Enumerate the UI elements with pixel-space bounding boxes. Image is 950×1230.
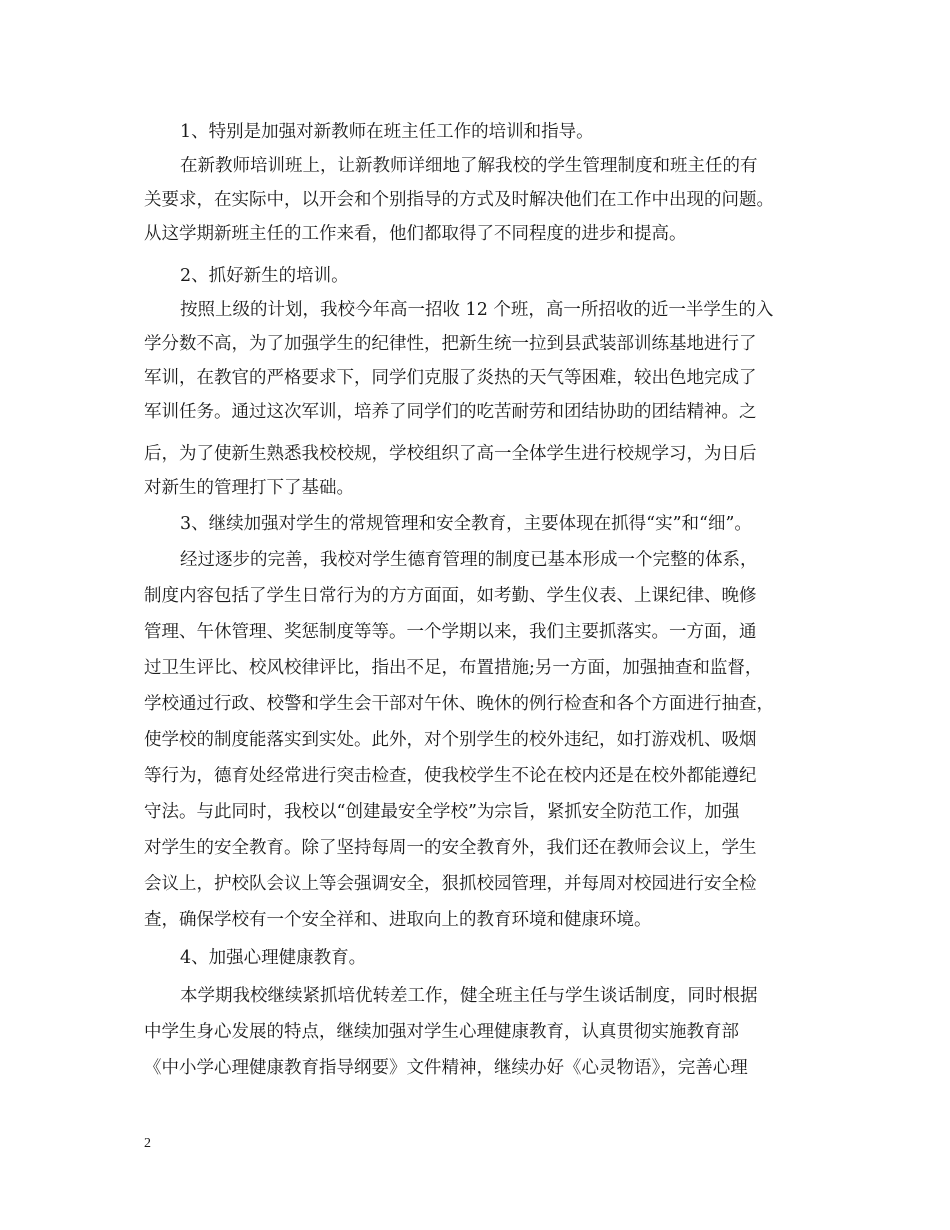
paragraph-line: 等行为，德育处经常进行突击检查，使我校学生不论在校内还是在校外都能遵纪 bbox=[144, 766, 757, 786]
paragraph-line: 从这学期新班主任的工作来看，他们都取得了不同程度的进步和提高。 bbox=[144, 224, 687, 244]
heading-3: 3、继续加强对学生的常规管理和安全教育，主要体现在抓得“实”和“细”。 bbox=[180, 514, 752, 534]
paragraph-line: 守法。与此同时，我校以“创建最安全学校”为宗旨，紧抓安全防范工作，加强 bbox=[144, 802, 740, 822]
heading-1: 1、特别是加强对新教师在班主任工作的培训和指导。 bbox=[180, 122, 594, 142]
paragraph-line: 后，为了使新生熟悉我校校规，学校组织了高一全体学生进行校规学习，为日后 bbox=[144, 444, 757, 464]
paragraph-line: 中学生身心发展的特点，继续加强对学生心理健康教育，认真贯彻实施教育部 bbox=[144, 1022, 739, 1042]
paragraph-line: 按照上级的计划，我校今年高一招收 12 个班，高一所招收的近一半学生的入 bbox=[180, 300, 774, 320]
heading-4: 4、加强心理健康教育。 bbox=[180, 948, 367, 968]
paragraph-line: 经过逐步的完善，我校对学生德育管理的制度已基本形成一个完整的体系， bbox=[180, 550, 758, 570]
page-number: 2 bbox=[144, 1136, 151, 1151]
paragraph-line: 《中小学心理健康教育指导纲要》文件精神，继续办好《心灵物语》，完善心理 bbox=[144, 1058, 748, 1078]
paragraph-line: 对新生的管理打下了基础。 bbox=[144, 478, 354, 498]
paragraph-line: 本学期我校继续紧抓培优转差工作，健全班主任与学生谈话制度，同时根据 bbox=[180, 986, 758, 1006]
heading-2: 2、抓好新生的培训。 bbox=[180, 266, 349, 286]
paragraph-line: 学分数不高，为了加强学生的纪律性，把新生统一拉到县武装部训练基地进行了 bbox=[144, 334, 757, 354]
paragraph-line: 学校通过行政、校警和学生会干部对午休、晚休的例行检查和各个方面进行抽查， bbox=[144, 694, 774, 714]
paragraph-line: 对学生的安全教育。除了坚持每周一的安全教育外，我们还在教师会议上，学生 bbox=[144, 838, 757, 858]
paragraph-line: 过卫生评比、校风校律评比，指出不足，布置措施;另一方面，加强抽查和监督， bbox=[144, 658, 763, 678]
paragraph-line: 军训，在教官的严格要求下，同学们克服了炎热的天气等困难，较出色地完成了 bbox=[144, 368, 757, 388]
paragraph-line: 在新教师培训班上，让新教师详细地了解我校的学生管理制度和班主任的有 bbox=[180, 156, 758, 176]
paragraph-line: 制度内容包括了学生日常行为的方方面面，如考勤、学生仪表、上课纪律、晚修 bbox=[144, 586, 757, 606]
paragraph-line: 使学校的制度能落实到实处。此外，对个别学生的校外违纪，如打游戏机、吸烟 bbox=[144, 730, 757, 750]
paragraph-line: 军训任务。通过这次军训，培养了同学们的吃苦耐劳和团结协助的团结精神。之 bbox=[144, 402, 757, 422]
paragraph-line: 查，确保学校有一个安全祥和、进取向上的教育环境和健康环境。 bbox=[144, 910, 652, 930]
paragraph-line: 管理、午休管理、奖惩制度等等。一个学期以来，我们主要抓落实。一方面，通 bbox=[144, 622, 757, 642]
paragraph-line: 会议上，护校队会议上等会强调安全，狠抓校园管理，并每周对校园进行安全检 bbox=[144, 874, 757, 894]
paragraph-line: 关要求，在实际中，以开会和个别指导的方式及时解决他们在工作中出现的问题。 bbox=[144, 190, 774, 210]
